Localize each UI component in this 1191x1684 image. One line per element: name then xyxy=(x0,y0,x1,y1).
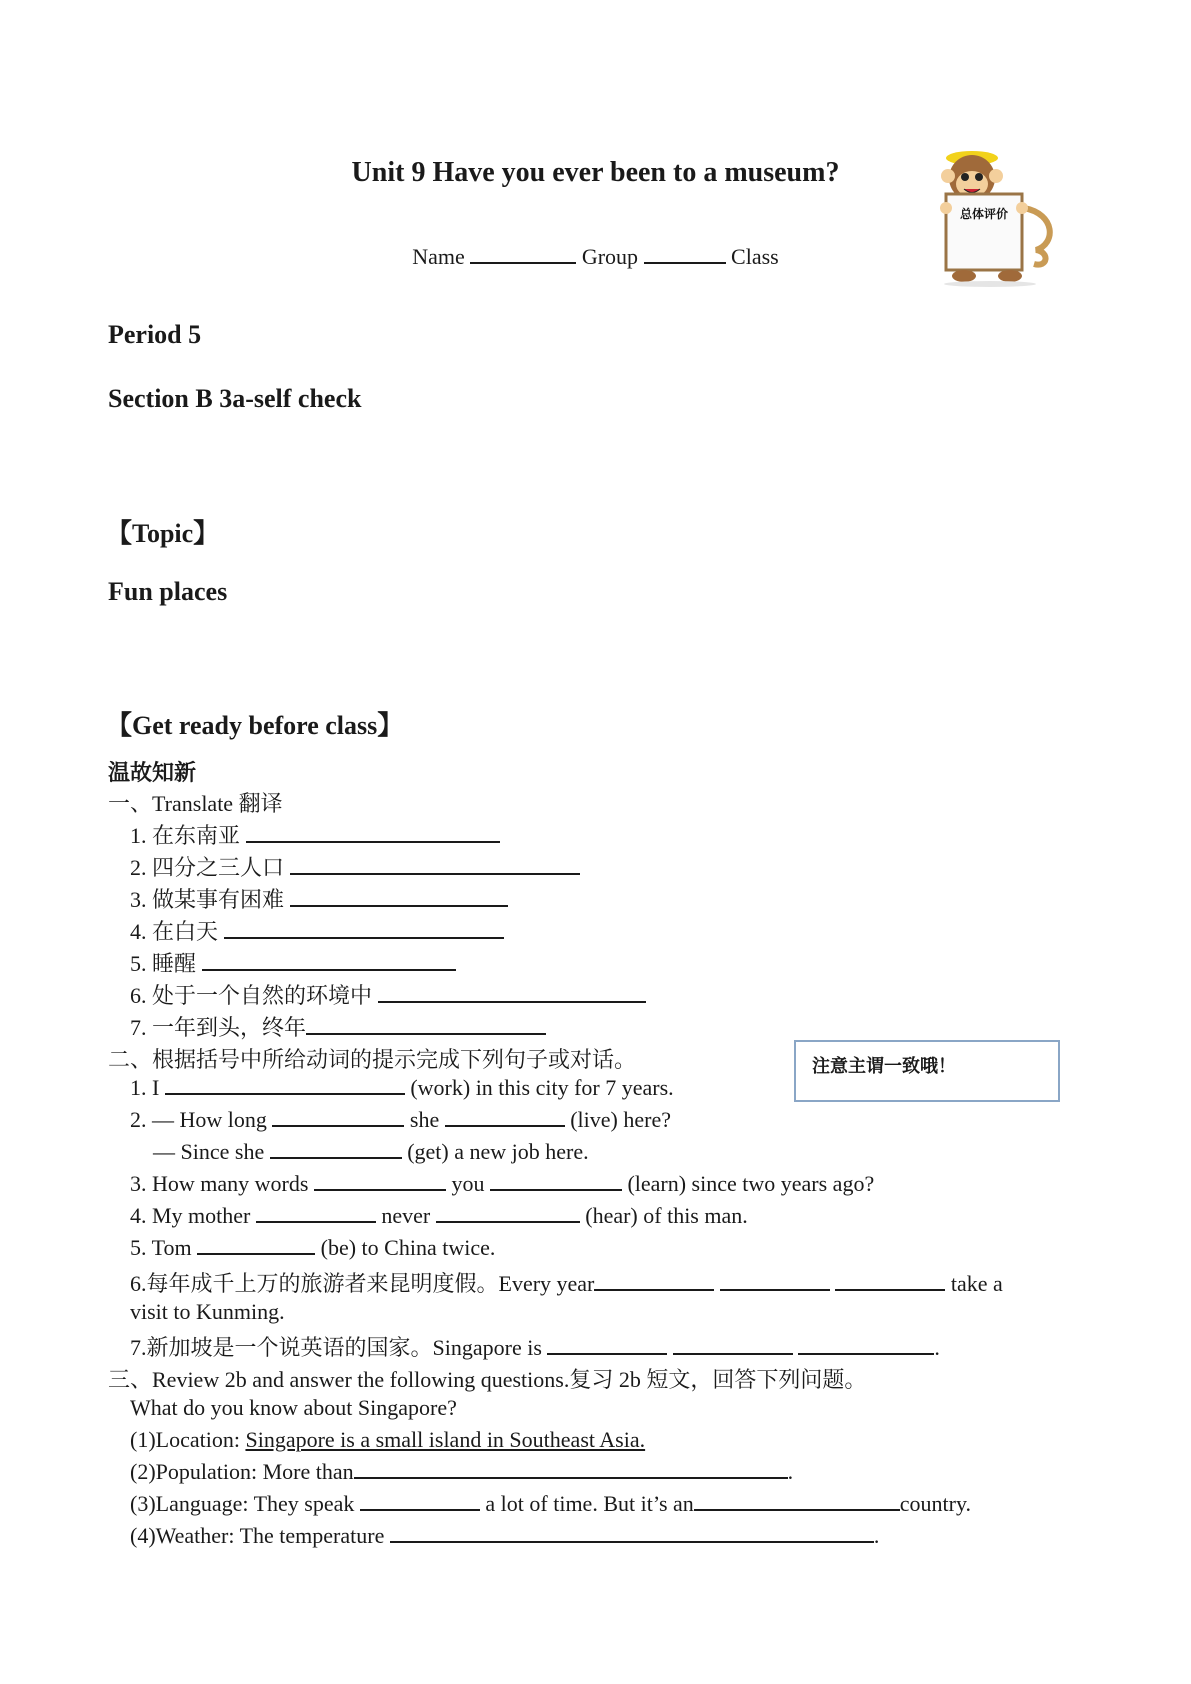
sentence-2b: — Since she (get) a new job here. xyxy=(153,1139,589,1164)
answer-blank[interactable] xyxy=(246,823,500,843)
q1-location: (1)Location: Singapore is a small island in Southeast Asia. xyxy=(130,1427,646,1452)
answer-blank[interactable] xyxy=(445,1107,565,1127)
sentence-3: 3. How many words you (learn) since two years ago? xyxy=(130,1171,875,1196)
answer-blank[interactable] xyxy=(673,1335,793,1355)
translate-item: 5. 睡醒 xyxy=(130,947,456,978)
translate-item: 2. 四分之三人口 xyxy=(130,851,580,882)
q2-population: (2)Population: More than . xyxy=(130,1459,794,1484)
group-label: Group xyxy=(581,244,639,269)
topic-heading: 【Topic】 xyxy=(106,519,220,548)
topic-text: Fun places xyxy=(108,577,228,606)
translate-item: 3. 做某事有困难 xyxy=(130,883,508,914)
page-title: Unit 9 Have you ever been to a museum? xyxy=(351,157,840,188)
answer-blank[interactable] xyxy=(270,1139,402,1159)
name-label: Name xyxy=(412,244,465,269)
part1-heading: 一、Translate 翻译 xyxy=(108,791,283,816)
answer-blank[interactable] xyxy=(314,1171,446,1191)
answer-blank[interactable] xyxy=(490,1171,622,1191)
part2-heading: 二、根据括号中所给动词的提示完成下列句子或对话。 xyxy=(108,1047,637,1072)
answer-blank[interactable] xyxy=(360,1491,480,1511)
translate-item: 7. 一年到头，终年 xyxy=(130,1011,546,1042)
answer-blank[interactable] xyxy=(436,1203,580,1223)
translate-item: 4. 在白天 xyxy=(130,915,504,946)
answer-blank[interactable] xyxy=(272,1107,404,1127)
class-label: Class xyxy=(731,244,779,269)
answer-blank[interactable] xyxy=(378,983,646,1003)
note-box: 注意主谓一致哦！ xyxy=(794,1040,1060,1102)
monkey-evaluation-badge xyxy=(928,148,1060,288)
answer-blank[interactable] xyxy=(547,1335,667,1355)
sentence-6: 6.每年成千上万的旅游者来昆明度假。Every year take a xyxy=(130,1271,1003,1296)
translate-item: 1. 在东南亚 xyxy=(130,819,500,850)
answer-blank[interactable] xyxy=(290,855,580,875)
group-blank[interactable] xyxy=(644,244,726,264)
answer-blank[interactable] xyxy=(720,1271,830,1291)
sentence-6-cont: visit to Kunming. xyxy=(130,1299,285,1324)
q4-weather: (4)Weather: The temperature . xyxy=(130,1523,880,1548)
period-heading: Period 5 xyxy=(108,320,202,349)
answer-blank[interactable] xyxy=(306,1015,546,1035)
answer-blank[interactable] xyxy=(694,1491,900,1511)
answer-blank[interactable] xyxy=(594,1271,714,1291)
answer-blank[interactable] xyxy=(256,1203,376,1223)
answer-blank[interactable] xyxy=(290,887,508,907)
section-heading: Section B 3a-self check xyxy=(108,384,362,413)
part3-question: What do you know about Singapore? xyxy=(130,1395,457,1420)
answer-blank[interactable] xyxy=(165,1075,405,1095)
answer-blank[interactable] xyxy=(197,1235,315,1255)
answer-blank[interactable] xyxy=(202,951,456,971)
answer-blank[interactable] xyxy=(390,1523,874,1543)
sentence-5: 5. Tom (be) to China twice. xyxy=(130,1235,496,1260)
answer-blank[interactable] xyxy=(224,919,504,939)
sentence-1: 1. I (work) in this city for 7 years. xyxy=(130,1075,674,1100)
translate-item: 6. 处于一个自然的环境中 xyxy=(130,979,646,1010)
sentence-4: 4. My mother never (hear) of this man. xyxy=(130,1203,748,1228)
sentence-7: 7.新加坡是一个说英语的国家。Singapore is . xyxy=(130,1335,940,1360)
name-blank[interactable] xyxy=(470,244,576,264)
get-ready-heading: 【Get ready before class】 xyxy=(106,711,404,740)
answer-blank[interactable] xyxy=(835,1271,945,1291)
review-label: 温故知新 xyxy=(108,761,197,786)
answer-blank[interactable] xyxy=(354,1459,788,1479)
q3-language: (3)Language: They speak a lot of time. But it’s an country. xyxy=(130,1491,972,1516)
answer-blank[interactable] xyxy=(798,1335,934,1355)
q1-answer: Singapore is a small island in Southeast Asia. xyxy=(245,1427,646,1452)
part3-heading: 三、Review 2b and answer the following questions.复习 2b 短文，回答下列问题。 xyxy=(108,1367,867,1392)
badge-text: 总体评价 xyxy=(959,207,1009,221)
sentence-2: 2. — How long she (live) here? xyxy=(130,1107,671,1132)
